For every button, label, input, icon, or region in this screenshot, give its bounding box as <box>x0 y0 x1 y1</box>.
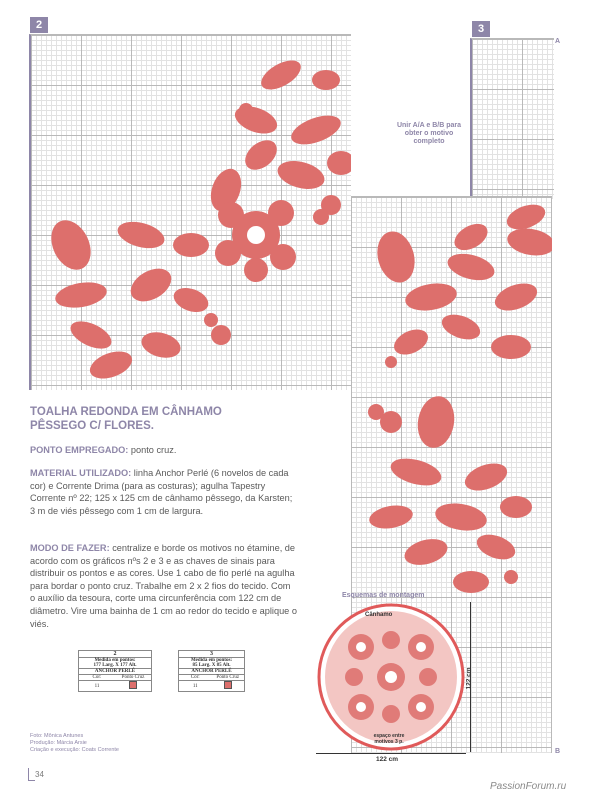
legend-3-thread: ANCHOR PERLÉ <box>179 668 244 674</box>
marker-a: A <box>555 38 561 45</box>
page-title-line-1: TOALHA REDONDA EM CÂNHAMO <box>30 406 222 418</box>
scheme-title: Esquemas de montagem <box>342 592 425 599</box>
stitch-text: ponto cruz. <box>130 445 177 455</box>
round-tablecloth-scheme <box>316 602 466 752</box>
legend-box-3 <box>178 650 245 692</box>
legend-3-size-value: 85 Larg. X 85 Alt. <box>192 663 231 668</box>
legend-3-number: 3 <box>210 651 213 657</box>
legend-2-col-stitch: Ponto Cruz <box>121 675 145 680</box>
legend-2-size-label: Medida em pontos: <box>79 657 151 663</box>
legend-2-code: 11 <box>94 683 100 689</box>
legend-2-swatch <box>129 681 137 689</box>
credit-creation: Criação e execução: Coats Corrente <box>30 747 119 753</box>
material-paragraph <box>30 467 298 517</box>
legend-2-number: 2 <box>113 651 117 657</box>
legend-box-2 <box>78 650 152 692</box>
page-number-bracket <box>28 768 35 781</box>
chart-3-badge: 3 <box>472 21 490 37</box>
credit-production: Produção: Márcia Arsie <box>30 740 87 746</box>
stitch-paragraph <box>30 444 298 457</box>
scheme-width-label: 122 cm <box>376 756 399 763</box>
watermark: PassionForum.ru <box>490 781 567 792</box>
method-paragraph <box>30 542 298 630</box>
legend-3-col-color: Cor: <box>190 675 200 680</box>
chart-2-badge: 2 <box>30 17 48 33</box>
scheme-diagram <box>316 602 466 752</box>
legend-2-thread: ANCHOR PERLÉ <box>79 668 151 674</box>
legend-3-swatch <box>224 681 232 689</box>
scheme-width-line <box>316 753 466 754</box>
page-title-line-2: PÊSSEGO C/ FLORES. <box>30 420 154 432</box>
method-text: centralize e borde os motivos no étamine, de acordo com os gráficos nºs 2 e 3 e as chaves de sinais para distribuir os pontos e as cores. Use 1 cabo de fio perlé na agulha para bordar o ponto cruz. Trabalhe em 2 x 2 fios do tecido. Com o auxílio da tesoura, corte uma circunferência com 122 cm de diâmetro. Vire uma bainha de 1 cm ao redor do tecido e aplique o viés. <box>30 543 297 629</box>
legend-2-col-color: Cor: <box>92 675 102 680</box>
scheme-spacing-label: espaço entre motivos 3 p. <box>373 733 405 745</box>
material-label: MATERIAL UTILIZADO: <box>30 468 132 478</box>
page-number: 34 <box>35 770 44 779</box>
stitch-label: PONTO EMPREGADO: <box>30 445 129 455</box>
material-text: linha Anchor Perlé (6 novelos de cada cor) e Corrente Drima (para as costuras); agulha Tapestry Corrente nº 22; 125 x 125 cm de cânhamo pêssego, da Karsten; 3 m de viés pêssego com 1 cm de largura. <box>30 468 293 516</box>
marker-b: B <box>555 748 561 755</box>
legend-3-col-stitch: Ponto Cruz <box>216 675 240 680</box>
scheme-height-label: 122 cm <box>465 667 473 690</box>
join-note: Unir A/A e B/B para obter o motivo completo <box>396 122 462 145</box>
credits <box>30 733 119 754</box>
credit-photo: Foto: Mônica Antunes <box>30 733 84 739</box>
legend-3-code: 11 <box>192 683 198 689</box>
chart-2-grid <box>29 34 351 390</box>
chart-3-grid-top <box>470 38 554 199</box>
scheme-fabric-label: Cânhamo <box>365 612 393 618</box>
legend-3-size-label: Medida em pontos: <box>179 657 244 663</box>
method-label: MODO DE FAZER: <box>30 543 110 553</box>
flower-motif-chart-2 <box>31 35 351 390</box>
legend-2-size-value: 177 Larg. X 177 Alt. <box>93 663 137 668</box>
